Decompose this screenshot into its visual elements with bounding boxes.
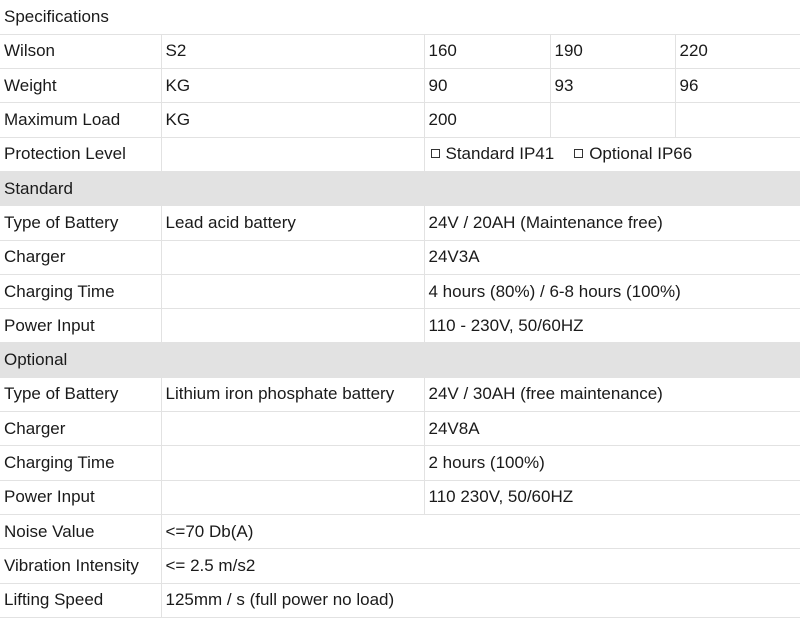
table-title-row: [0, 0, 800, 34]
table-row: [0, 412, 800, 446]
empty-cell: [550, 103, 675, 137]
row-label: Power Input: [0, 309, 161, 343]
row-label: Charging Time: [0, 446, 161, 480]
table-row: [0, 137, 800, 171]
row-unit: KG: [161, 69, 424, 103]
row-label: Maximum Load: [0, 103, 161, 137]
row-value: 220: [675, 34, 800, 68]
row-value: 24V / 20AH (Maintenance free): [424, 206, 800, 240]
empty-cell: [161, 137, 424, 171]
row-desc: [161, 309, 424, 343]
row-value: 24V8A: [424, 412, 800, 446]
section-heading-standard: Standard: [0, 171, 800, 205]
row-desc: [161, 274, 424, 308]
row-value: 125mm / s (full power no load): [161, 583, 800, 617]
row-label: Wilson: [0, 34, 161, 68]
row-value: 24V3A: [424, 240, 800, 274]
row-unit: KG: [161, 103, 424, 137]
row-label: Type of Battery: [0, 377, 161, 411]
row-unit: S2: [161, 34, 424, 68]
table-row: [0, 69, 800, 103]
row-label: Noise Value: [0, 514, 161, 548]
protection-options: [424, 137, 800, 171]
row-value: <= 2.5 m/s2: [161, 549, 800, 583]
row-value: 93: [550, 69, 675, 103]
row-label: Power Input: [0, 480, 161, 514]
row-value: 24V / 30AH (free maintenance): [424, 377, 800, 411]
row-value: 90: [424, 69, 550, 103]
table-row: [0, 446, 800, 480]
table-row: [0, 480, 800, 514]
empty-cell: [675, 103, 800, 137]
row-label: Vibration Intensity: [0, 549, 161, 583]
row-desc: [161, 412, 424, 446]
row-value: 160: [424, 34, 550, 68]
row-value: <=70 Db(A): [161, 514, 800, 548]
row-label: Charging Time: [0, 274, 161, 308]
row-value: 110 - 230V, 50/60HZ: [424, 309, 800, 343]
table-row: [0, 377, 800, 411]
row-value: 96: [675, 69, 800, 103]
table-row: [0, 240, 800, 274]
section-header-row: [0, 343, 800, 377]
row-value: 4 hours (80%) / 6-8 hours (100%): [424, 274, 800, 308]
table-title: Specifications: [0, 0, 800, 34]
row-label: Charger: [0, 412, 161, 446]
row-value: 110 230V, 50/60HZ: [424, 480, 800, 514]
table-row: [0, 514, 800, 548]
row-label: Protection Level: [0, 137, 161, 171]
option-label-standard: Standard IP41: [445, 144, 555, 164]
row-label: Weight: [0, 69, 161, 103]
row-desc: [161, 446, 424, 480]
table-row: [0, 549, 800, 583]
section-header-row: [0, 171, 800, 205]
row-label: Lifting Speed: [0, 583, 161, 617]
row-desc: [161, 240, 424, 274]
table-row: [0, 309, 800, 343]
row-desc: [161, 480, 424, 514]
table-row: [0, 206, 800, 240]
row-label: Charger: [0, 240, 161, 274]
table-row: [0, 34, 800, 68]
checkbox-optional-ip66[interactable]: [574, 149, 583, 158]
row-value: 200: [424, 103, 550, 137]
checkbox-standard-ip41[interactable]: [431, 149, 440, 158]
section-heading-optional: Optional: [0, 343, 800, 377]
option-label-optional: Optional IP66: [589, 144, 693, 164]
row-value: 2 hours (100%): [424, 446, 800, 480]
table-row: [0, 274, 800, 308]
table-row: [0, 583, 800, 617]
row-label: Type of Battery: [0, 206, 161, 240]
row-desc: Lead acid battery: [161, 206, 424, 240]
table-row: [0, 103, 800, 137]
row-value: 190: [550, 34, 675, 68]
row-desc: Lithium iron phosphate battery: [161, 377, 424, 411]
